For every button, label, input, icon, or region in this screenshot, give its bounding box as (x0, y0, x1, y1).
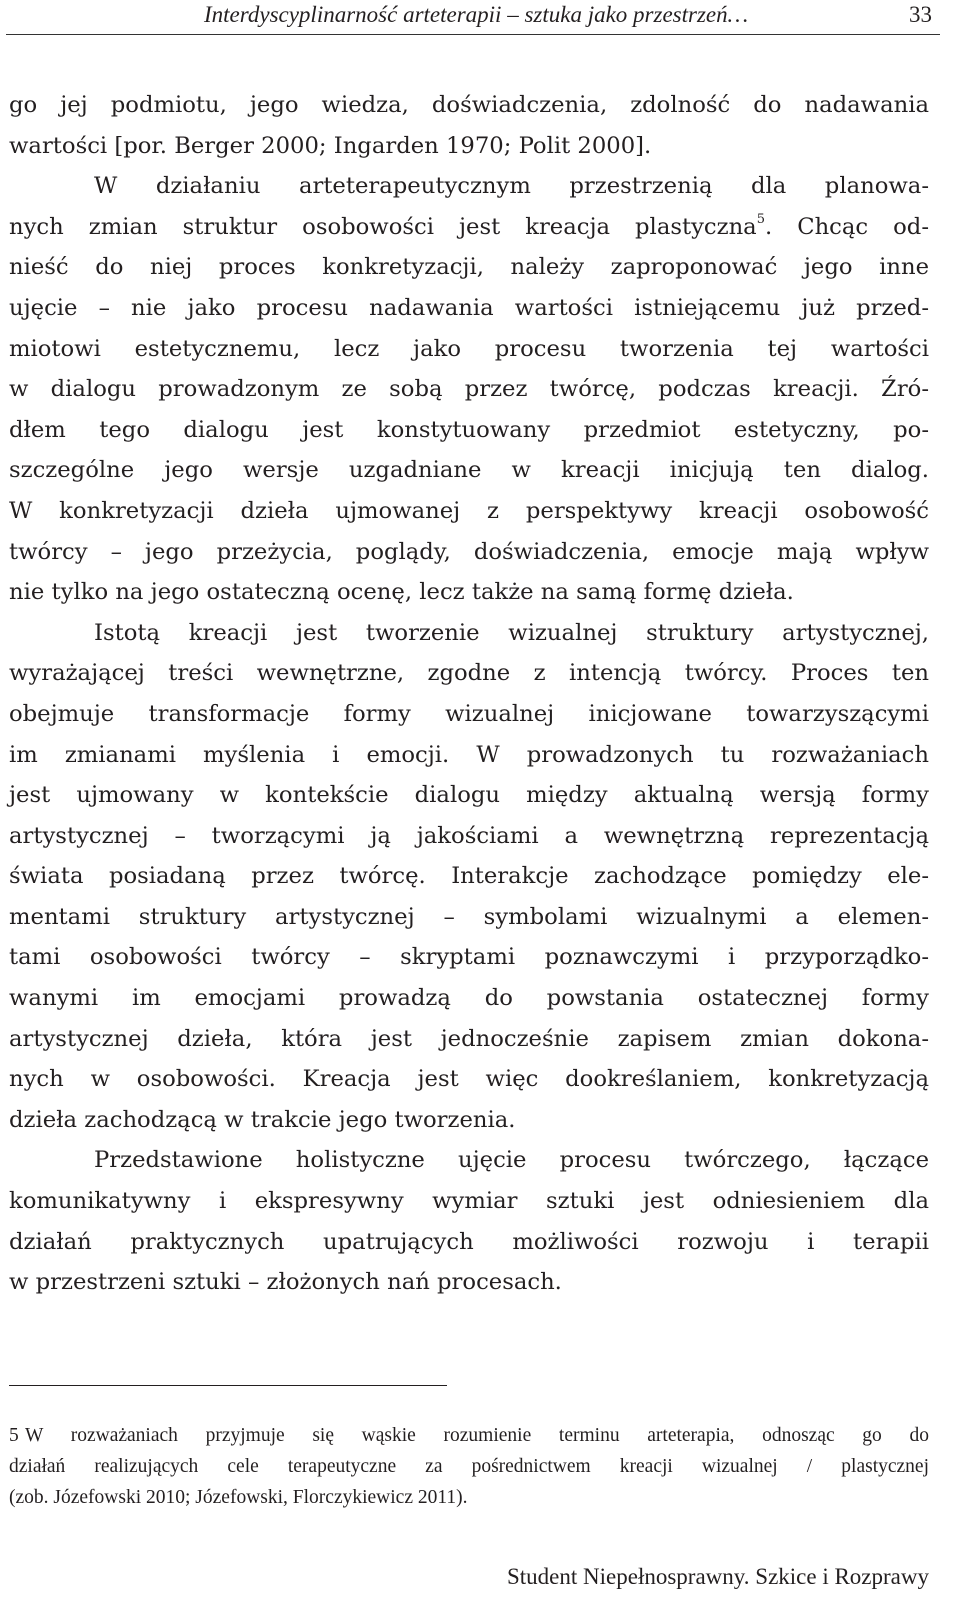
text-line: komunikatywny i ekspresywny wymiar sztuki jest odniesieniem dla (9, 1188, 929, 1215)
text-line: tami osobowości twórcy – skryptami poznawczymi i przyporządko- (9, 944, 929, 971)
running-head (6, 0, 940, 35)
text-line: dłem tego dialogu jest konstytuowany przedmiot estetyczny, po- (9, 416, 929, 443)
paragraph-2 (9, 166, 929, 613)
text-line: dzieła zachodzącą w trakcie jego tworzenia. (9, 1106, 516, 1133)
footnote-line: (zob. Józefowski 2010; Józefowski, Florczykiewicz 2011). (9, 1487, 468, 1508)
footnote-separator (9, 1385, 447, 1386)
footnote-line: działań realizujących cele terapeutyczne za pośrednictwem kreacji wizualnej / plastycznej (9, 1456, 929, 1477)
footnote-text: W rozważaniach przyjmuje się wąskie rozumienie terminu arteterapia, odnosząc go do (25, 1425, 929, 1446)
paragraph-1 (9, 85, 929, 166)
text-line-with-footnote-ref (9, 207, 929, 248)
paragraph-3 (9, 613, 929, 1141)
text-line: Istotą kreacji jest tworzenie wizualnej struktury artystycznej, (94, 619, 929, 646)
text-line: miotowi estetycznemu, lecz jako procesu tworzenia tej wartości (9, 335, 929, 362)
text-line: im zmianami myślenia i emocji. W prowadzonych tu rozważaniach (9, 741, 929, 768)
text-line: artystycznej dzieła, która jest jednocześnie zapisem zmian dokona- (9, 1025, 929, 1052)
journal-footer: Student Niepełnosprawny. Szkice i Rozprawy (507, 1564, 929, 1589)
text-line: wanymi im emocjami prowadzą do powstania ostatecznej formy (9, 985, 929, 1012)
paragraph-4 (9, 1140, 929, 1302)
text-line: mentami struktury artystycznej – symbolami wizualnymi a elemen- (9, 903, 929, 930)
text-fragment: nych zmian struktur osobowości jest kreacja plastyczna (9, 213, 757, 240)
footnote-marker: 5 (9, 1425, 19, 1446)
text-line: twórcy – jego przeżycia, poglądy, doświadczenia, emocje mają wpływ (9, 538, 929, 565)
text-fragment: . Chcąc od- (765, 213, 929, 240)
text-line: szczególne jego wersje uzgadniane w kreacji inicjują ten dialog. (9, 457, 929, 484)
text-line: w przestrzeni sztuki – złożonych nań procesach. (9, 1269, 562, 1296)
text-line: działań praktycznych upatrujących możliwości rozwoju i terapii (9, 1228, 929, 1255)
body-text (9, 85, 929, 1303)
footnote-reference[interactable]: 5 (756, 212, 765, 228)
text-line: artystycznej – tworzącymi ją jakościami a wewnętrzną reprezentacją (9, 822, 929, 849)
text-line: Przedstawione holistyczne ujęcie procesu twórczego, łączące (94, 1147, 929, 1174)
text-line: ujęcie – nie jako procesu nadawania wartości istniejącemu już przed- (9, 294, 929, 321)
text-line: w dialogu prowadzonym ze sobą przez twórcę, podczas kreacji. Źró- (9, 376, 929, 403)
text-line: świata posiadaną przez twórcę. Interakcje zachodzące pomiędzy ele- (9, 863, 929, 890)
footnote (9, 1420, 929, 1513)
text-line: nie tylko na jego ostateczną ocenę, lecz także na samą formę dzieła. (9, 579, 794, 606)
text-line: wyrażającej treści wewnętrzne, zgodne z intencją twórcy. Proces ten (9, 660, 929, 687)
page-number: 33 (909, 2, 932, 27)
text-line: obejmuje transformacje formy wizualnej inicjowane towarzyszącymi (9, 700, 929, 727)
text-line: jest ujmowany w kontekście dialogu między aktualną wersją formy (9, 782, 929, 809)
text-line: wartości [por. Berger 2000; Ingarden 1970; Polit 2000]. (9, 132, 652, 159)
running-head-title: Interdyscyplinarność arteterapii – sztuka jako przestrzeń… (204, 2, 749, 27)
text-line: nieść do niej proces konkretyzacji, należy zaproponować jego inne (9, 254, 929, 281)
text-line: W konkretyzacji dzieła ujmowanej z perspektywy kreacji osobowość (9, 497, 929, 524)
text-line: nych w osobowości. Kreacja jest więc dookreślaniem, konkretyzacją (9, 1066, 929, 1093)
text-line: W działaniu arteterapeutycznym przestrzenią dla planowa- (94, 173, 929, 200)
footnote-line (9, 1420, 929, 1451)
text-line: go jej podmiotu, jego wiedza, doświadczenia, zdolność do nadawania (9, 92, 929, 118)
